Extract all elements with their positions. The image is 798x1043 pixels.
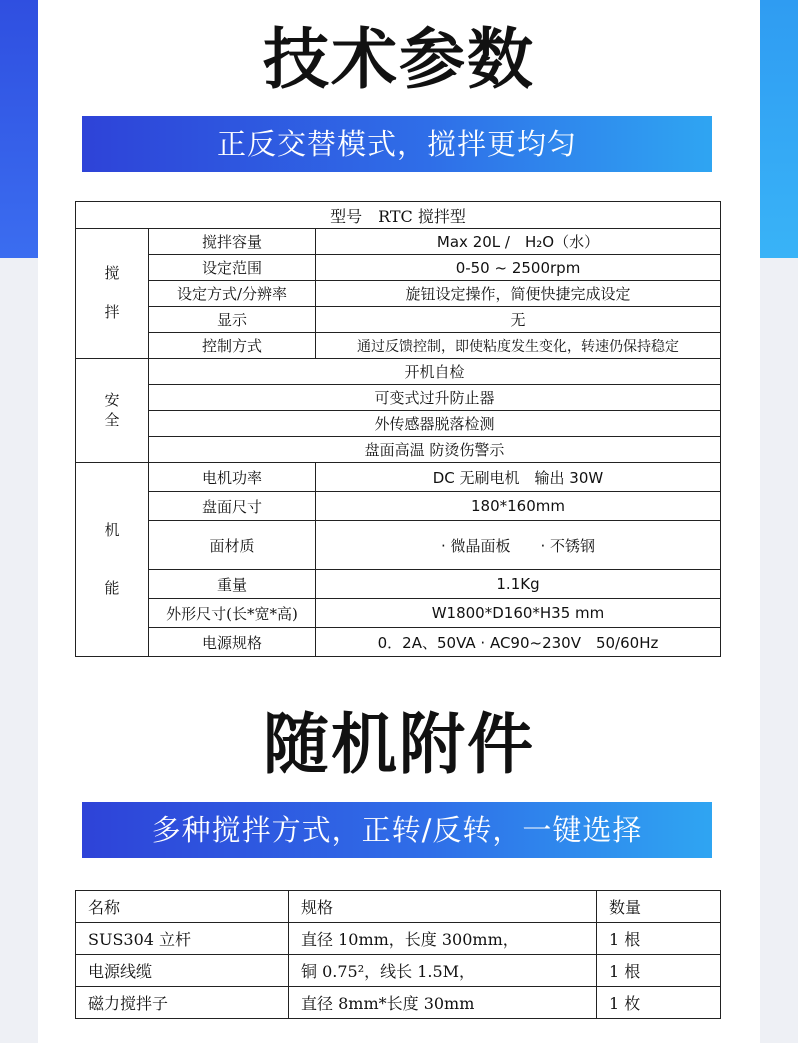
- table-row: [76, 599, 721, 628]
- cell-name: SUS304 立杆: [76, 923, 289, 955]
- cell-spec: 直径 10mm，长度 300mm，: [289, 923, 597, 955]
- row-value: 180*160mm: [316, 492, 721, 521]
- model-cell: 型号 RTC 搅拌型: [76, 202, 721, 229]
- cell-spec: 铜 0.75²，线长 1.5M，: [289, 955, 597, 987]
- table-row: [76, 923, 721, 955]
- section-title-specs: 技术参数: [263, 21, 535, 98]
- section-title-accessories: 随机附件: [263, 706, 535, 783]
- row-value: · 微晶面板 · 不锈钢: [316, 521, 721, 570]
- header-cell: 规格: [289, 891, 597, 923]
- table-row: [76, 570, 721, 599]
- table-row: [76, 307, 721, 333]
- group-char: 安: [104, 391, 120, 409]
- table-row: [76, 333, 721, 359]
- row-label: 电源规格: [149, 628, 316, 657]
- row-value: Max 20L / H₂O（水）: [316, 229, 721, 255]
- banner-specs: 正反交替模式，搅拌更均匀: [82, 116, 712, 172]
- table-row: [76, 281, 721, 307]
- row-label: 外形尺寸(长*宽*高): [149, 599, 316, 628]
- group-stir: [76, 229, 149, 359]
- banner-accessories: 多种搅拌方式，正转/反转，一键选择: [82, 802, 712, 858]
- group-char: 搅: [104, 264, 120, 283]
- header-cell: 数量: [597, 891, 721, 923]
- cell-qty: 1 根: [597, 955, 721, 987]
- cell-spec: 直径 8mm*长度 30mm: [289, 987, 597, 1019]
- right-accent-bar: [760, 0, 798, 258]
- cell-qty: 1 枚: [597, 987, 721, 1019]
- row-value: 通过反馈控制，即使粘度发生变化，转速仍保持稳定: [316, 333, 721, 359]
- table-row: [76, 987, 721, 1019]
- table-row: [76, 492, 721, 521]
- row-label: 盘面尺寸: [149, 492, 316, 521]
- table-row: [76, 955, 721, 987]
- row-label: 重量: [149, 570, 316, 599]
- cell-name: 电源线缆: [76, 955, 289, 987]
- row-value: 0-50 ~ 2500rpm: [316, 255, 721, 281]
- group-char: 能: [104, 579, 120, 597]
- row-label: 搅拌容量: [149, 229, 316, 255]
- left-accent-bar: [0, 0, 38, 258]
- table-row: [76, 437, 721, 463]
- table-header-row: [76, 891, 721, 923]
- table-row: [76, 521, 721, 570]
- table-row: [76, 202, 721, 229]
- group-char: 拌: [104, 303, 120, 322]
- group-char: 全: [104, 410, 120, 429]
- row-label: 控制方式: [149, 333, 316, 359]
- row-value: 0．2A、50VA · AC90~230V 50/60Hz: [316, 628, 721, 657]
- header-cell: 名称: [76, 891, 289, 923]
- table-row: [76, 463, 721, 492]
- safety-item: 外传感器脱落检测: [149, 411, 721, 437]
- content-sheet: [38, 0, 760, 1043]
- row-value: 旋钮设定操作，简便快捷完成设定: [316, 281, 721, 307]
- row-value: 无: [316, 307, 721, 333]
- row-value: W1800*D160*H35 mm: [316, 599, 721, 628]
- row-label: 设定范围: [149, 255, 316, 281]
- table-row: [76, 628, 721, 657]
- table-row: [76, 411, 721, 437]
- table-row: [76, 255, 721, 281]
- group-safety: [76, 359, 149, 463]
- group-machine: [76, 463, 149, 657]
- spec-table: [75, 201, 721, 657]
- safety-item: 开机自检: [149, 359, 721, 385]
- accessories-table: [75, 890, 721, 1019]
- row-label: 设定方式/分辨率: [149, 281, 316, 307]
- table-row: [76, 385, 721, 411]
- safety-item: 可变式过升防止器: [149, 385, 721, 411]
- cell-name: 磁力搅拌子: [76, 987, 289, 1019]
- safety-item: 盘面高温 防烫伤警示: [149, 437, 721, 463]
- group-char: 机: [104, 520, 120, 539]
- table-row: [76, 229, 721, 255]
- row-label: 电机功率: [149, 463, 316, 492]
- table-row: [76, 359, 721, 385]
- row-value: 1.1Kg: [316, 570, 721, 599]
- row-label: 面材质: [149, 521, 316, 570]
- row-value: DC 无刷电机 输出 30W: [316, 463, 721, 492]
- cell-qty: 1 根: [597, 923, 721, 955]
- row-label: 显示: [149, 307, 316, 333]
